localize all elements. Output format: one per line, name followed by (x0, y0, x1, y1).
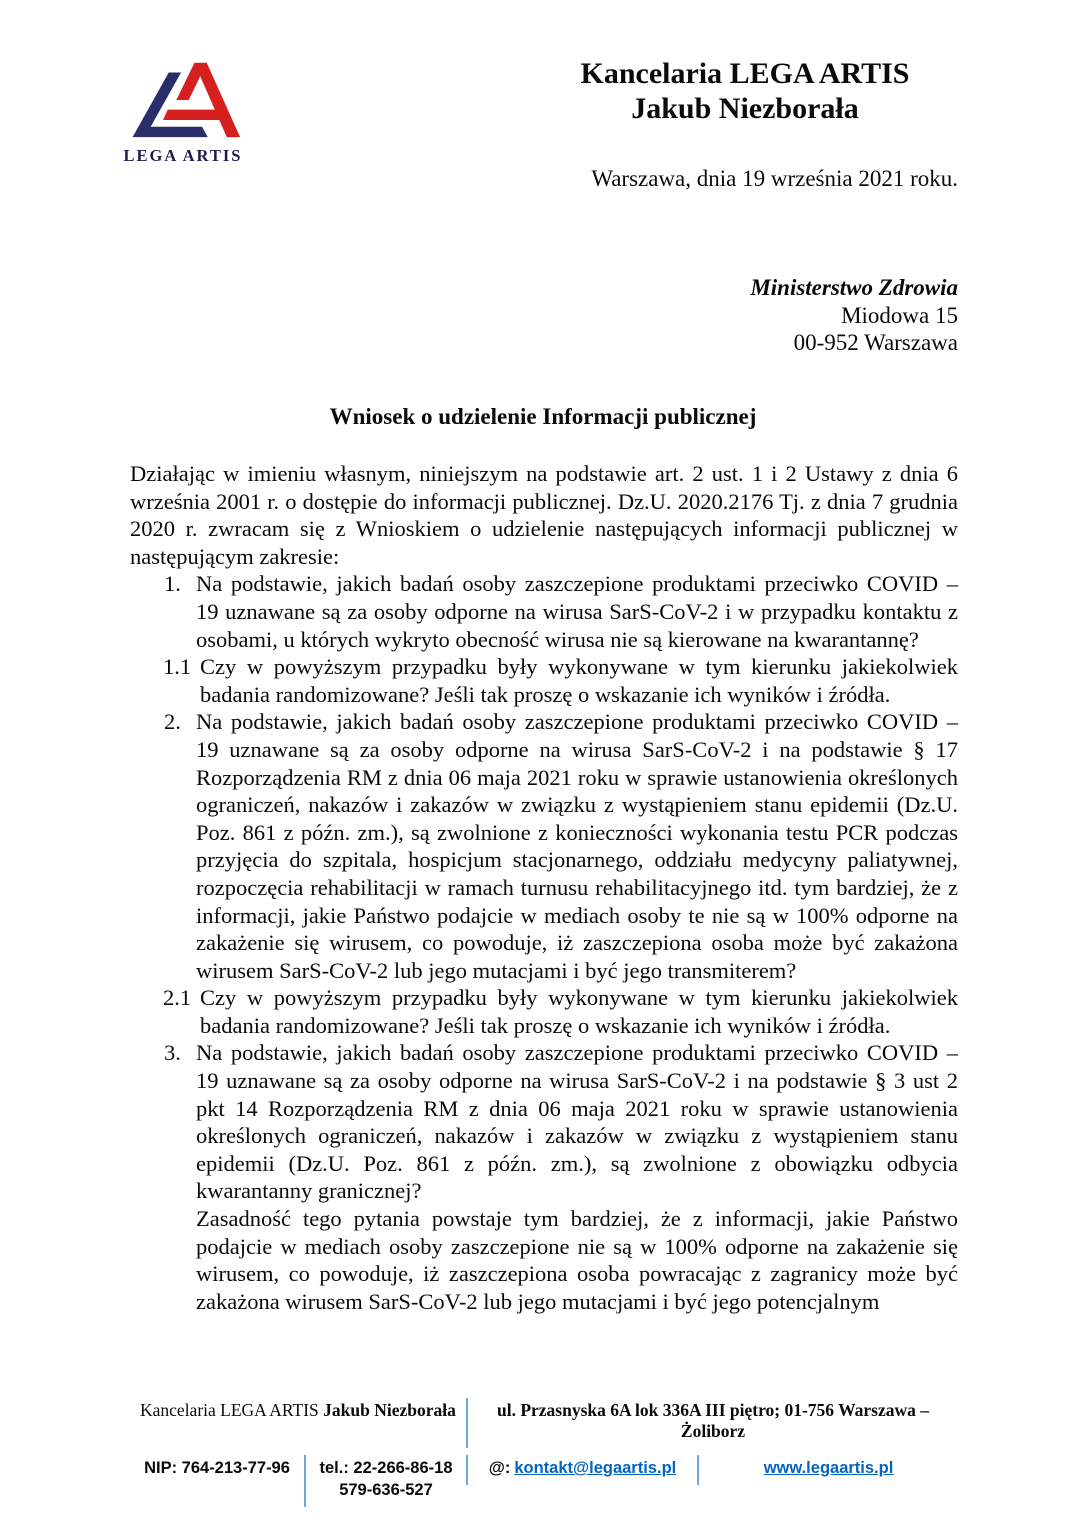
list-item-2 (130, 708, 958, 984)
list-item-1-1 (130, 653, 958, 708)
list-text-3-continuation: Zasadność tego pytania powstaje tym bardziej, że z informacji, jakie Państwo podajcie w mediach osoby zaszczepione nie są w 100% odporne na zakażenie się wirusem, co powoduje, iż zaszczepiona osoba powracając z zagranicy może być zakażona wirusem SarS-CoV-2 lub jego mutacjami i być jego potencjalnym (196, 1206, 958, 1314)
footer-email-cell (466, 1455, 697, 1485)
footer-row-2 (130, 1455, 958, 1507)
letterhead-org: Kancelaria LEGA ARTIS (580, 57, 910, 90)
addressee-city: 00-952 Warszawa (793, 330, 958, 355)
list-number-1-1: 1.1 (163, 654, 192, 680)
list-number-1: 1. (164, 571, 181, 597)
document-title: Wniosek o udzielenie Informacji publicznej (329, 404, 757, 429)
footer-nip: NIP: 764-213-77-96 (144, 1459, 290, 1477)
website-link[interactable]: www.legaartis.pl (763, 1459, 894, 1477)
list-number-3: 3. (164, 1040, 181, 1066)
footer (130, 1398, 958, 1507)
list-number-2-1: 2.1 (163, 985, 192, 1011)
footer-firm (130, 1398, 466, 1427)
footer-phone (304, 1455, 466, 1507)
list-number-2: 2. (164, 709, 181, 735)
footer-phone-line2: 579-636-527 (339, 1481, 433, 1499)
lega-artis-logo (117, 58, 249, 166)
list-text-2: Na podstawie, jakich badań osoby zaszczepione produktami przeciwko COVID – 19 uznawane są za osoby odporne na wirusa SarS-CoV-2 i na podstawie § 17 Rozporządzenia RM z dnia 06 maja 2021 roku w sprawie ustanowienia określonych ograniczeń, nakazów i zakazów w związku z wystąpieniem stanu epidemii (Dz.U. Poz. 861 z późn. zm.), są zwolnione z konieczności wykonania testu PCR podczas przyjęcia do szpitala, hospicjum stacjonarnego, oddziału medycyny paliatywnej, rozpoczęcia rehabilitacji w ramach turnusu rehabilitacyjnego itd. tym bardziej, że z informacji, jakie Państwo podajcie w mediach osoby te nie są w 100% odporne na zakażenie się wirusem, co powoduje, iż zaszczepiona osoba może być zakażona wirusem SarS-CoV-2 lub jego mutacjami i być jego transmiterem? (196, 709, 958, 983)
letterhead (420, 56, 1070, 126)
list-item-2-1 (130, 984, 958, 1039)
list-text-1: Na podstawie, jakich badań osoby zaszczepione produktami przeciwko COVID – 19 uznawane są za osoby odporne na wirusa SarS-CoV-2 i w przypadku kontaktu z osobami, u których wykryto obecność wirusa nie są kierowane na kwarantannę? (196, 571, 958, 652)
footer-phone-line1: tel.: 22-266-86-18 (319, 1459, 453, 1477)
footer-website-cell (697, 1455, 958, 1485)
list-text-2-1: Czy w powyższym przypadku były wykonywane w tym kierunku jakiekolwiek badania randomizowane? Jeśli tak proszę o wskazanie ich wyników i źródła. (200, 985, 958, 1038)
email-prefix: @: (488, 1459, 511, 1477)
footer-firm-name: Kancelaria LEGA ARTIS (140, 1400, 319, 1420)
date-line: Warszawa, dnia 19 września 2021 roku. (591, 166, 958, 191)
footer-address: ul. Przasnyska 6A lok 336A III piętro; 01-756 Warszawa – Żoliborz (466, 1398, 958, 1448)
letterhead-person: Jakub Niezborała (631, 92, 859, 125)
list-item-1 (130, 570, 958, 653)
footer-row-1 (130, 1398, 958, 1448)
email-link[interactable]: kontakt@legaartis.pl (514, 1459, 677, 1477)
addressee-block (750, 274, 958, 357)
document-body (130, 460, 958, 1315)
list-text-3: Na podstawie, jakich badań osoby zaszczepione produktami przeciwko COVID – 19 uznawane są za osoby odporne na wirusa SarS-CoV-2 i na podstawie § 3 ust 2 pkt 14 Rozporządzenia RM z dnia 06 maja 2021 roku w sprawie ustanowienia określonych ograniczeń, nakazów i zakazów w związku z wystąpieniem stanu epidemii (Dz.U. Poz. 861 z późn. zm.), są zwolnione z obowiązku odbycia kwarantanny granicznej? (196, 1040, 958, 1204)
logo-wordmark: LEGA ARTIS (123, 146, 243, 165)
addressee-name: Ministerstwo Zdrowia (750, 275, 958, 300)
lega-artis-logo-mark (124, 58, 242, 144)
list-text-1-1: Czy w powyższym przypadku były wykonywane w tym kierunku jakiekolwiek badania randomizowane? Jeśli tak proszę o wskazanie ich wyników i źródła. (200, 654, 958, 707)
list-item-3 (130, 1039, 958, 1205)
list-item-3-continuation (130, 1205, 958, 1315)
footer-firm-person: Jakub Niezborała (323, 1400, 456, 1420)
intro-paragraph: Działając w imieniu własnym, niniejszym na podstawie art. 2 ust. 1 i 2 Ustawy z dnia 6 września 2001 r. o dostępie do informacji publicznej. Dz.U. 2020.2176 Tj. z dnia 7 grudnia 2020 r. zwracam się z Wnioskiem o udzielenie następujących informacji publicznej w następującym zakresie: (130, 461, 958, 569)
addressee-street: Miodowa 15 (841, 302, 958, 328)
